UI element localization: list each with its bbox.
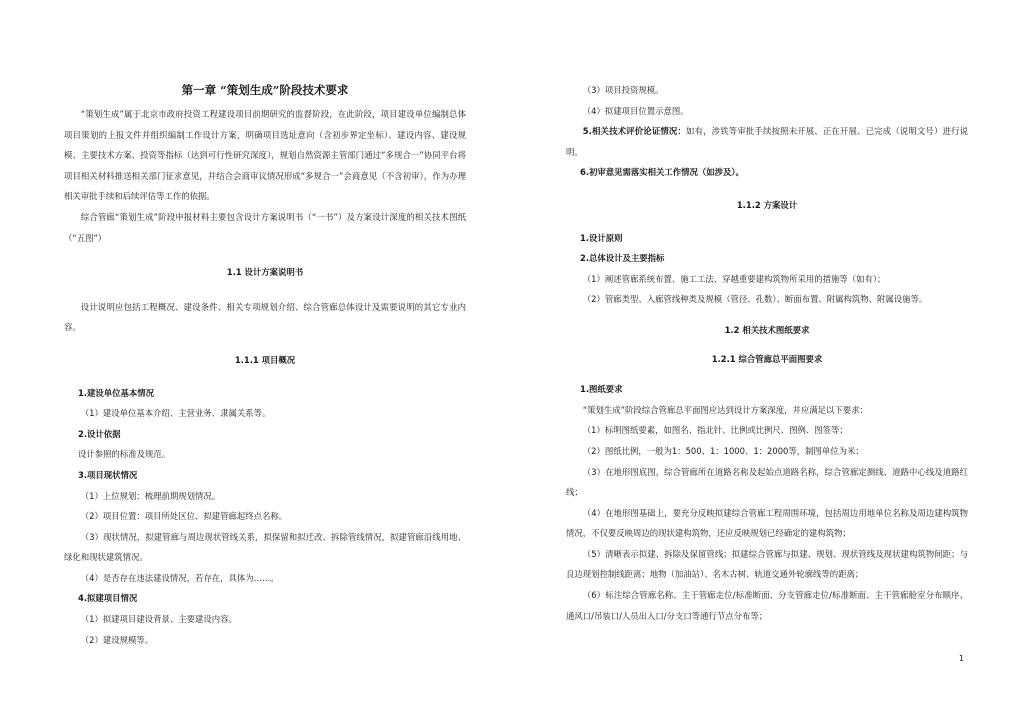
- subsection-title: 1.建设单位基本情况: [78, 387, 155, 398]
- intro-paragraph: “策划生成”属于北京市政府投资工程建设项目前期研究的监督阶段，在此阶段，项目建设单位编制总体项目策划的上报文件并组织编制工作设计方案，明确项目选址意向（含初步界定坐标）、建设内容、建设规模、主要技术方案、投资等指标（达到可行性研究深度），规划自然资源主管部门通过“多规合一”协同平台将项目相关材料推送相关部门征求意见，并结合会商审议情况形成“多规合一”会商意见（不含初审），作为办理相关审批手续和后续评估等工作的依据。: [64, 109, 466, 202]
- subsection-title: 6.初审意见需落实相关工作情况（如涉及）。: [580, 167, 744, 178]
- subsection-title: 3.项目现状情况: [78, 469, 138, 480]
- section-heading-1-1: 1.1 设计方案说明书: [226, 267, 304, 278]
- section-heading-1-2: 1.2 相关技术图纸要求: [724, 324, 810, 335]
- subsection-title: 2.设计依据: [78, 428, 121, 439]
- list-item: （1）标明图纸要素，如图名、指北针、比例或比例尺、图例、图签等；: [582, 425, 848, 436]
- list-item: （3）在地形图底图，综合管廊所在道路名称及起始点道路名称，综合管廊定测线、道路中心线及道路红线；: [566, 466, 968, 498]
- subsection-title: 1.设计原则: [580, 232, 623, 243]
- list-item: （2）建设规模等。: [80, 634, 154, 645]
- list-item: （1）建设单位基本介绍、主营业务、隶属关系等。: [80, 408, 271, 419]
- section-heading-1-1-1: 1.1.1 项目概况: [234, 354, 296, 365]
- list-item: （2）图纸比例，一般为1：500、1：1000、1：2000等，制图单位为米；: [582, 445, 864, 456]
- list-item: （6）标注综合管廊名称、主干管廊走位/标准断面、分支管廊走位/标准断面、主干管廊舱室分布顺序、通风口/吊装口/人员出入口/分支口等通行节点分布等；: [566, 590, 968, 621]
- subsection-text: 如有，涉铁等审批手续按照未开展、正在开展、已完成（说明文号）进行说明。: [566, 126, 968, 157]
- subsection-title: 4.拟建项目情况: [78, 593, 138, 604]
- page-number: 1: [958, 654, 964, 663]
- intro-paragraph-2: 综合管廊“策划生成”阶段申报材料主要包含设计方案说明书（“一书”）及方案设计深度的相关技术图纸（“五图”）: [64, 211, 466, 243]
- section-paragraph: “策划生成”阶段综合管廊总平面图应达到设计方案深度，并应满足以下要求：: [582, 404, 868, 415]
- list-item: （5）清晰表示拟建、拆除及保留管线；拟建综合管廊与拟建、规划、现状管线及现状建构筑物间距；与良边现划控制线距离；地物（加油站）、名木古树、轨道交通外轮廓线等的距离；: [566, 548, 968, 580]
- list-item: （4）是否存在违法建设情况，若存在，具体为……。: [80, 572, 279, 583]
- list-item: （1）阐述管廊系统布置、施工工法、穿越重要建构筑物所采用的措施等（如有）；: [582, 273, 886, 284]
- subsection-title: 2.总体设计及主要指标: [580, 253, 665, 264]
- list-item: （1）拟建项目建设背景、主要建设内容。: [80, 614, 237, 625]
- subsection-title: 5.相关技术评价论证情况：: [582, 126, 687, 137]
- list-item: （2）项目位置：项目所处区位、拟建管廊起终点名称。: [80, 511, 288, 522]
- subsection-title: 1.图纸要求: [580, 384, 623, 395]
- chapter-title: 第一章 “策划生成”阶段技术要求: [181, 83, 349, 97]
- section-heading-1-1-2: 1.1.2 方案设计: [736, 199, 798, 210]
- list-item: 设计参照的标准及规范。: [78, 449, 171, 460]
- left-column: [64, 76, 466, 650]
- list-item: （3）现状情况，拟建管廊与周边现状管线关系，拟保留和拟迁改、拆除管线情况，拟建管廊沿线用地、绿化和现状建筑情况。: [64, 531, 466, 563]
- list-item: （3）项目投资规模。: [582, 85, 664, 95]
- section-heading-1-2-1: 1.2.1 综合管廊总平面图要求: [711, 353, 823, 364]
- section-paragraph: 设计说明应包括工程概况、建设条件、相关专项规划介绍、综合管廊总体设计及需要说明的其它专业内容。: [64, 301, 466, 333]
- list-item: （2）管廊类型、入廊管线种类及规模（管径、孔数）、断面布置、附属构筑物、附属设施等。: [582, 294, 928, 305]
- list-item: （4）在地形图基础上，要充分反映拟建综合管廊工程周围环境，包括周边用地单位名称及周边建构筑物情况，不仅要反映周边的现状建构筑物，还应反映规划已经确定的建构筑物；: [566, 507, 968, 539]
- list-item: （4）拟建项目位置示意图。: [582, 105, 689, 116]
- list-item: （1）上位规划：梳理前期规划情况。: [80, 490, 221, 501]
- right-column: [566, 80, 968, 626]
- subsection-paragraph: [566, 121, 968, 162]
